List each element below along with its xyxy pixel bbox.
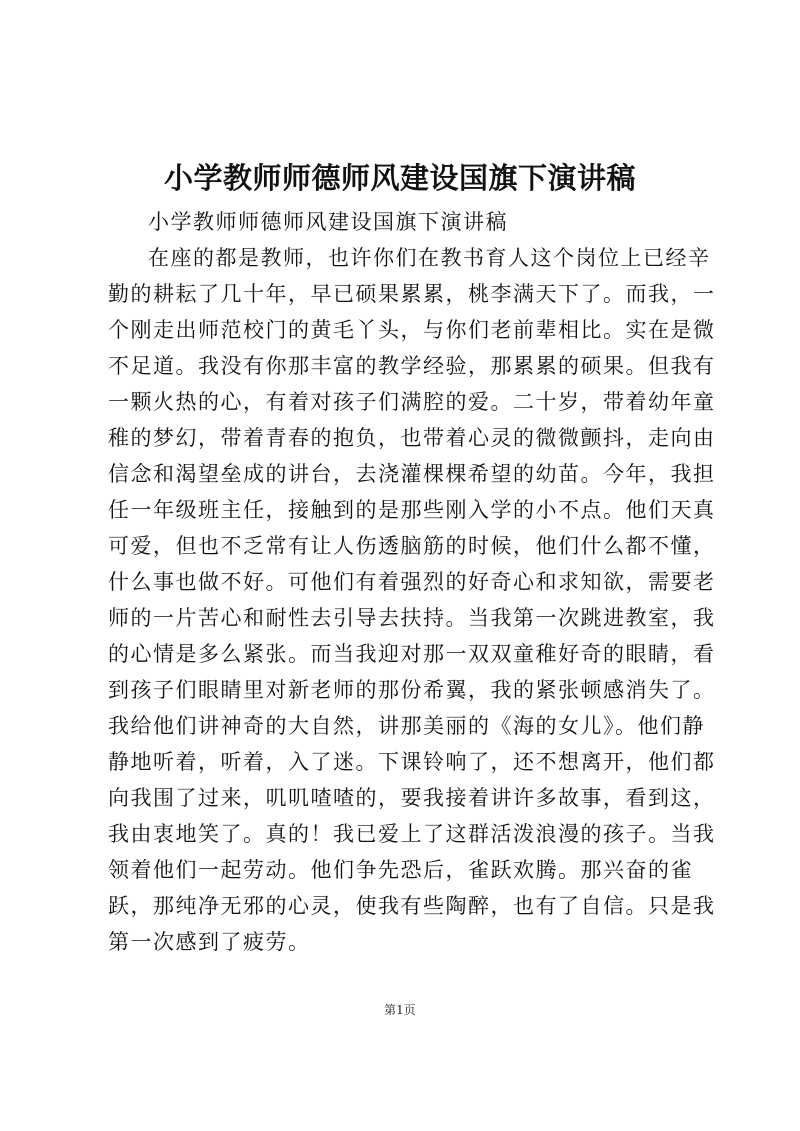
paragraph-line-16: 向我围了过来，叽叽喳喳的，要我接着讲许多故事，看到这， xyxy=(108,786,716,810)
paragraph-line-19: 跃，那纯净无邪的心灵，使我有些陶醉，也有了自信。只是我 xyxy=(108,894,716,918)
paragraph-line-15: 静地听着，听着，入了迷。下课铃响了，还不想离开，他们都 xyxy=(108,750,716,774)
paragraph-line-9: 可爱，但也不乏常有让人伤透脑筋的时候，他们什么都不懂， xyxy=(108,534,716,558)
page-number-footer: 第1页 xyxy=(384,1003,416,1017)
paragraph-line-4: 不足道。我没有你那丰富的教学经验，那累累的硕果。但我有 xyxy=(108,354,716,378)
document-title: 小学教师师德师风建设国旗下演讲稿 xyxy=(163,161,636,195)
paragraph-line-14: 我给他们讲神奇的大自然，讲那美丽的《海的女儿》。他们静 xyxy=(108,714,705,738)
paragraph-line-8: 任一年级班主任，接触到的是那些刚入学的小不点。他们天真 xyxy=(108,498,716,522)
paragraph-line-3: 个刚走出师范校门的黄毛丫头，与你们老前辈相比。实在是微 xyxy=(108,318,716,342)
paragraph-line-1: 在座的都是教师，也许你们在教书育人这个岗位上已经辛 xyxy=(148,246,711,270)
paragraph-line-7: 信念和渴望垒成的讲台，去浇灌棵棵希望的幼苗。今年，我担 xyxy=(108,462,716,486)
paragraph-line-2: 勤的耕耘了几十年，早已硕果累累，桃李满天下了。而我，一 xyxy=(108,282,716,306)
paragraph-line-10: 什么事也做不好。可他们有着强烈的好奇心和求知欲，需要老 xyxy=(108,570,716,594)
paragraph-line-12: 的心情是多么紧张。而当我迎对那一双双童稚好奇的眼睛，看 xyxy=(108,642,716,666)
document-subtitle: 小学教师师德师风建设国旗下演讲稿 xyxy=(148,210,508,234)
paragraph-line-17: 我由衷地笑了。真的！我已爱上了这群活泼浪漫的孩子。当我 xyxy=(108,822,716,846)
paragraph-line-5: 一颗火热的心，有着对孩子们满腔的爱。二十岁，带着幼年童 xyxy=(108,390,716,414)
paragraph-line-20: 第一次感到了疲劳。 xyxy=(108,930,311,954)
paragraph-line-11: 师的一片苦心和耐性去引导去扶持。当我第一次跳进教室，我 xyxy=(108,606,716,630)
paragraph-line-13: 到孩子们眼睛里对新老师的那份希翼，我的紧张顿感消失了。 xyxy=(108,678,716,702)
paragraph-line-6: 稚的梦幻，带着青春的抱负，也带着心灵的微微颤抖，走向由 xyxy=(108,426,716,450)
paragraph-line-18: 领着他们一起劳动。他们争先恐后，雀跃欢腾。那兴奋的雀 xyxy=(108,858,693,882)
